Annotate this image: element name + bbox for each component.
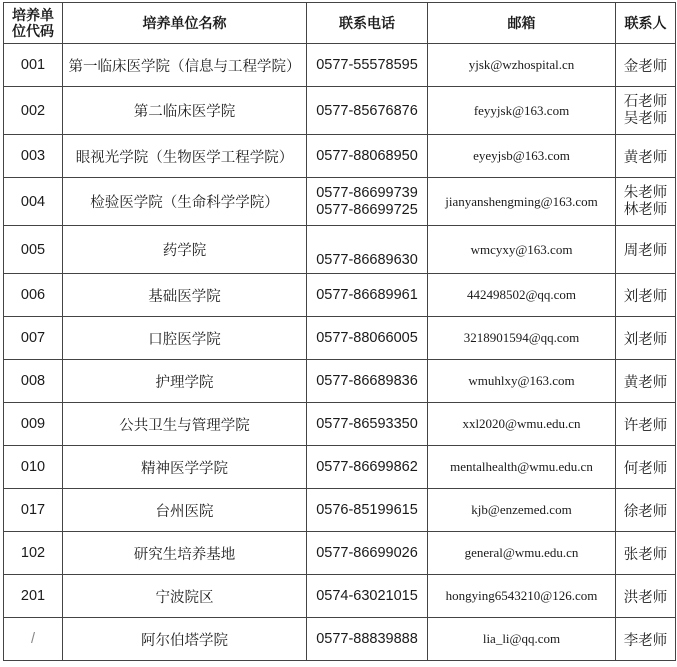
unit-code: 003: [4, 135, 63, 178]
unit-code: 102: [4, 532, 63, 575]
table-row: [4, 274, 676, 317]
email: xxl2020@wmu.edu.cn: [428, 403, 616, 446]
email: eyeyjsb@163.com: [428, 135, 616, 178]
email: lia_li@qq.com: [428, 618, 616, 661]
phone: 0577-55578595: [307, 44, 428, 87]
email: mentalhealth@wmu.edu.cn: [428, 446, 616, 489]
email: hongying6543210@126.com: [428, 575, 616, 618]
email: yjsk@wzhospital.cn: [428, 44, 616, 87]
table-row: [4, 403, 676, 446]
unit-name: 药学院: [63, 226, 307, 274]
unit-name: 基础医学院: [63, 274, 307, 317]
phone: 0577-86689836: [307, 360, 428, 403]
unit-name: 公共卫生与管理学院: [63, 403, 307, 446]
contact-person: 何老师: [616, 446, 676, 489]
email: 442498502@qq.com: [428, 274, 616, 317]
email: general@wmu.edu.cn: [428, 532, 616, 575]
unit-name: 检验医学院（生命科学学院）: [63, 178, 307, 226]
table-row: [4, 446, 676, 489]
contact-person: 许老师: [616, 403, 676, 446]
contact-person: 张老师: [616, 532, 676, 575]
table-row: [4, 532, 676, 575]
phone: 0577-86699862: [307, 446, 428, 489]
contact-person: 金老师: [616, 44, 676, 87]
phone: 0577-88066005: [307, 317, 428, 360]
table-row: [4, 87, 676, 135]
contact-person: 黄老师: [616, 360, 676, 403]
header-email: 邮箱: [428, 3, 616, 44]
contact-person: 洪老师: [616, 575, 676, 618]
phone: 0577-88068950: [307, 135, 428, 178]
contact-person: 刘老师: [616, 317, 676, 360]
unit-name: 精神医学学院: [63, 446, 307, 489]
unit-name: 眼视光学院（生物医学工程学院）: [63, 135, 307, 178]
unit-code: 009: [4, 403, 63, 446]
unit-name: 第二临床医学院: [63, 87, 307, 135]
unit-code: 005: [4, 226, 63, 274]
contact-person: 周老师: [616, 226, 676, 274]
unit-code: 201: [4, 575, 63, 618]
unit-name: 台州医院: [63, 489, 307, 532]
unit-code: 010: [4, 446, 63, 489]
phone: 0577-85676876: [307, 87, 428, 135]
phone: 0576-85199615: [307, 489, 428, 532]
unit-code: /: [4, 618, 63, 661]
phone: 0577-88839888: [307, 618, 428, 661]
contact-person: 李老师: [616, 618, 676, 661]
email: wmuhlxy@163.com: [428, 360, 616, 403]
phone: 0577-86699739 0577-86699725: [307, 178, 428, 226]
table-row: [4, 360, 676, 403]
contact-person: 黄老师: [616, 135, 676, 178]
contact-table: [3, 2, 676, 661]
unit-code: 006: [4, 274, 63, 317]
contact-person: 徐老师: [616, 489, 676, 532]
table-row: [4, 575, 676, 618]
phone: 0577-86593350: [307, 403, 428, 446]
unit-code: 007: [4, 317, 63, 360]
header-name: 培养单位名称: [63, 3, 307, 44]
unit-code: 002: [4, 87, 63, 135]
email: 3218901594@qq.com: [428, 317, 616, 360]
table-row: [4, 618, 676, 661]
header-contact: 联系人: [616, 3, 676, 44]
email: jianyanshengming@163.com: [428, 178, 616, 226]
contact-person: 朱老师 林老师: [616, 178, 676, 226]
unit-code: 004: [4, 178, 63, 226]
table-row: [4, 317, 676, 360]
contact-person: 石老师 吴老师: [616, 87, 676, 135]
unit-code: 001: [4, 44, 63, 87]
table-row: [4, 489, 676, 532]
email: wmcyxy@163.com: [428, 226, 616, 274]
phone: 0577-86689630: [307, 226, 428, 274]
table-row: [4, 135, 676, 178]
phone: 0574-63021015: [307, 575, 428, 618]
unit-name: 口腔医学院: [63, 317, 307, 360]
unit-name: 宁波院区: [63, 575, 307, 618]
email: feyyjsk@163.com: [428, 87, 616, 135]
header-row: [4, 3, 676, 44]
phone: 0577-86699026: [307, 532, 428, 575]
unit-code: 017: [4, 489, 63, 532]
email: kjb@enzemed.com: [428, 489, 616, 532]
header-code: 培养单 位代码: [4, 3, 63, 44]
unit-name: 阿尔伯塔学院: [63, 618, 307, 661]
header-phone: 联系电话: [307, 3, 428, 44]
unit-name: 护理学院: [63, 360, 307, 403]
unit-name: 第一临床医学院（信息与工程学院）: [63, 44, 307, 87]
unit-name: 研究生培养基地: [63, 532, 307, 575]
phone: 0577-86689961: [307, 274, 428, 317]
table-row: [4, 178, 676, 226]
table-row: [4, 226, 676, 274]
unit-code: 008: [4, 360, 63, 403]
table-row: [4, 44, 676, 87]
contact-person: 刘老师: [616, 274, 676, 317]
